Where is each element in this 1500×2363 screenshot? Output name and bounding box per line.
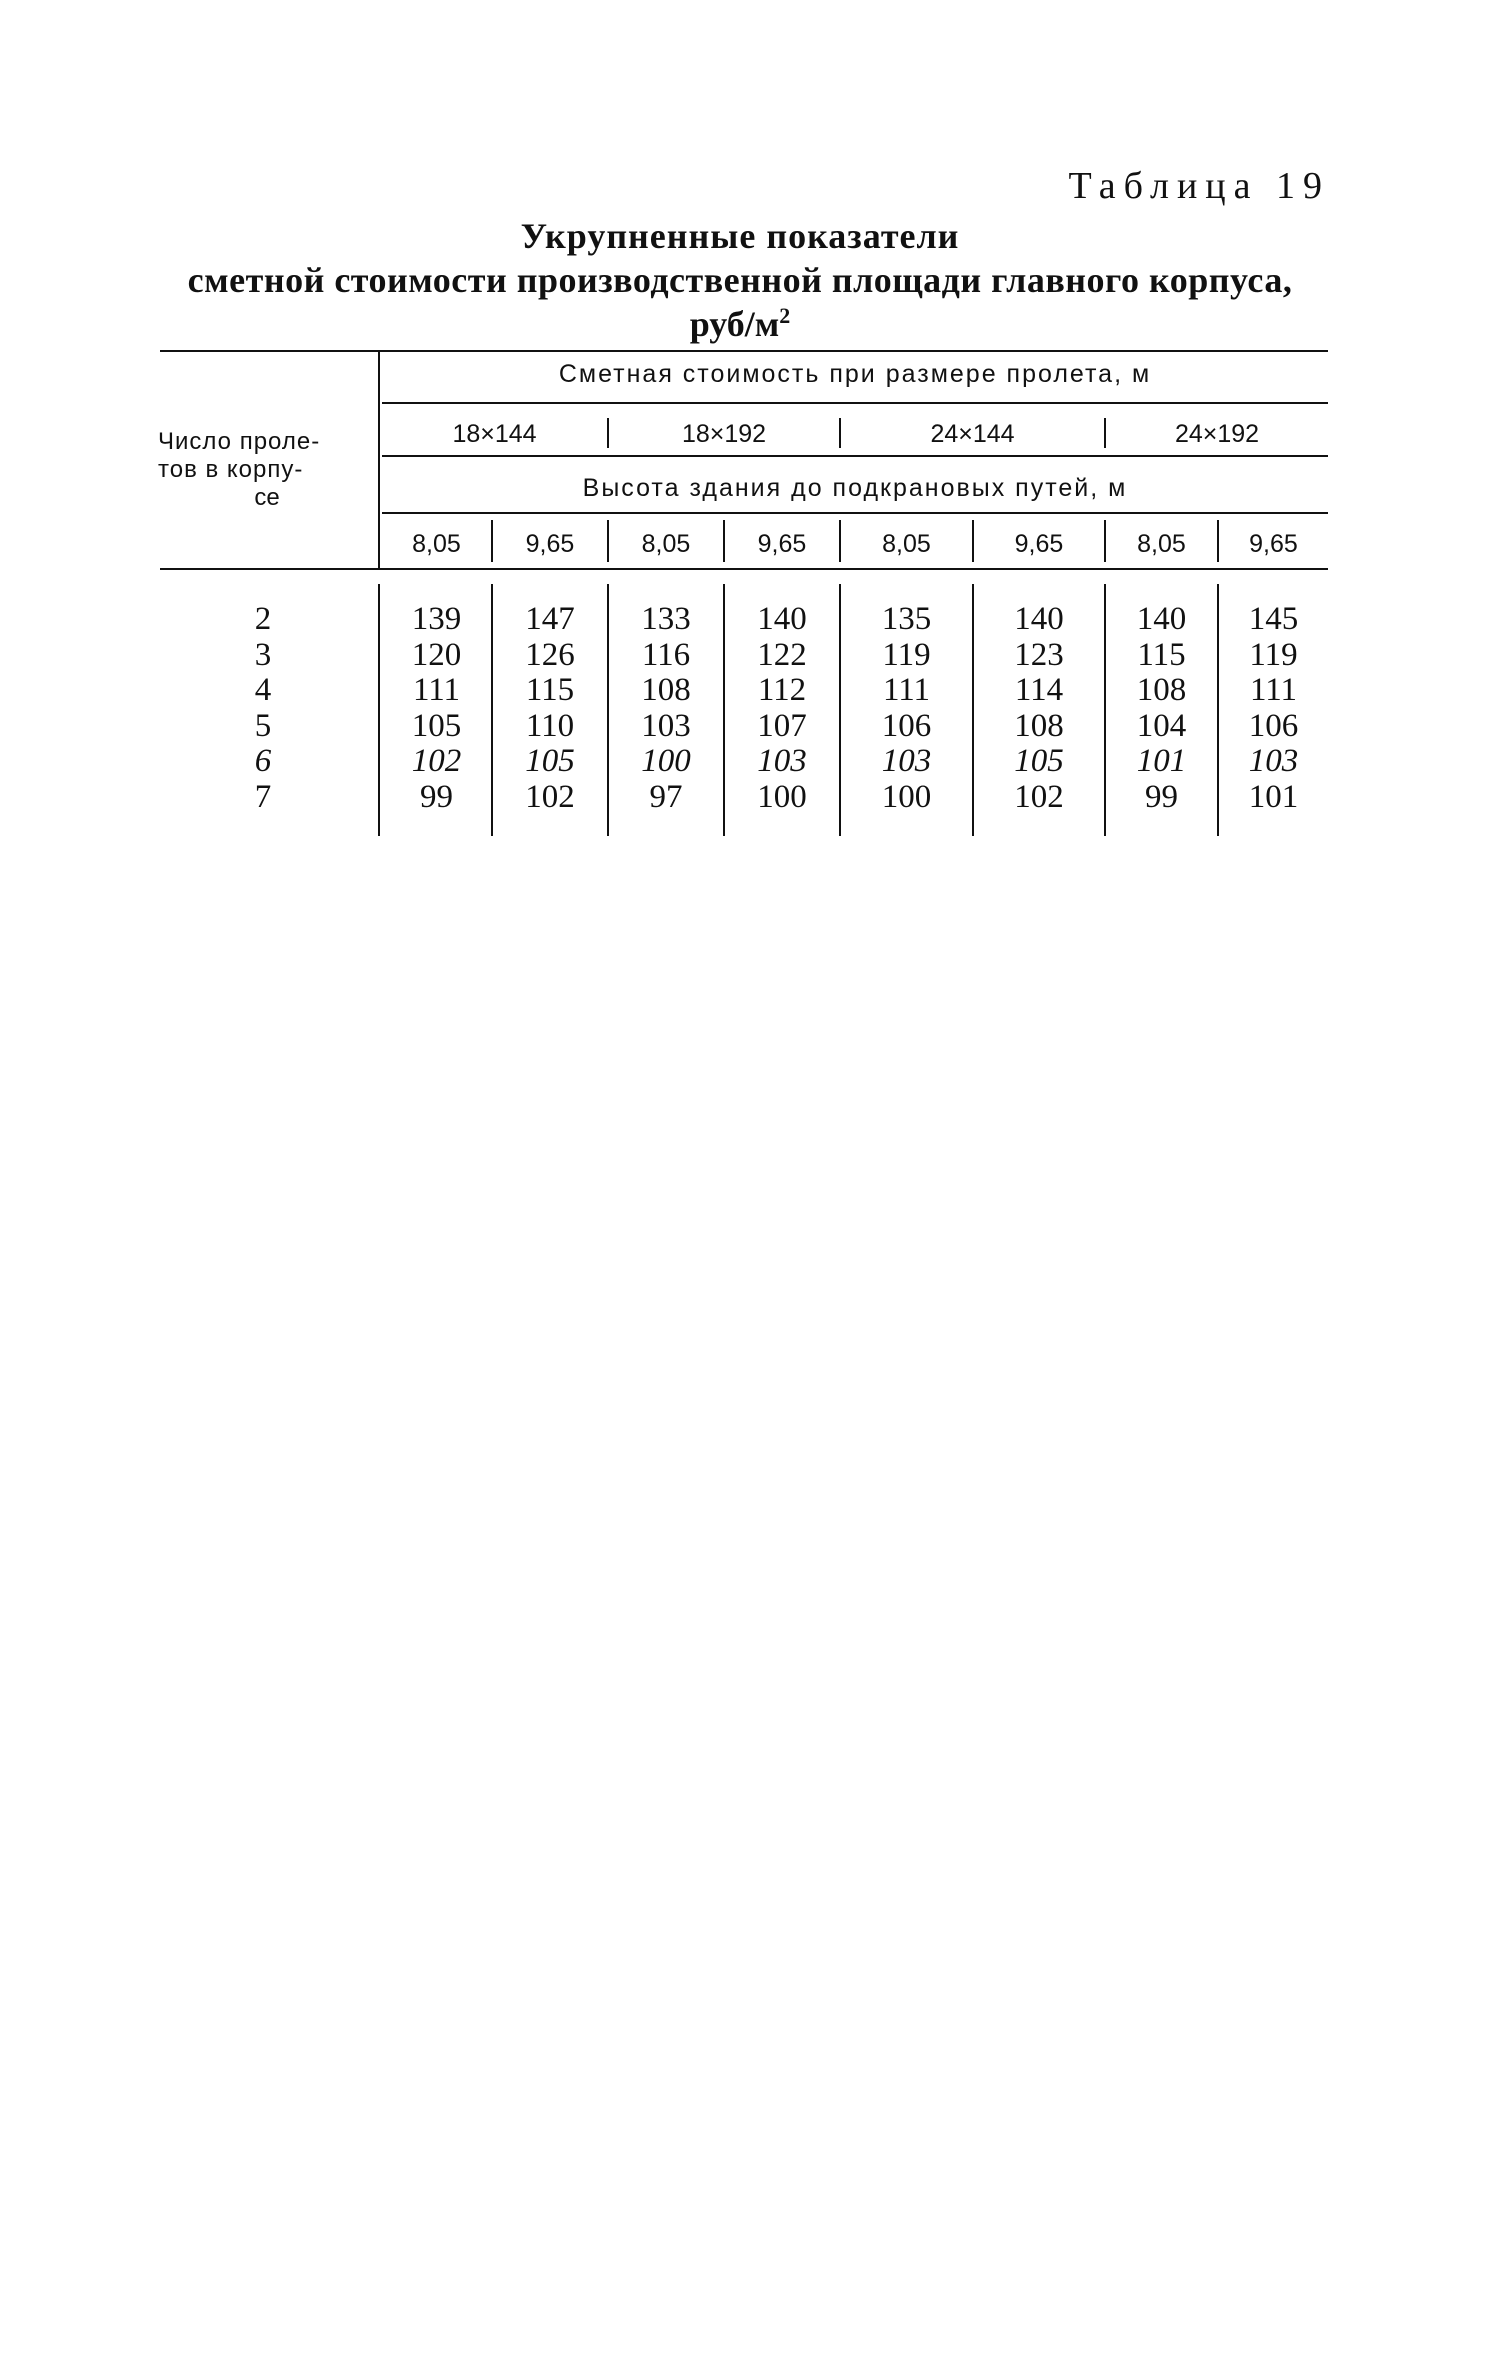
table-cell: 101	[1136, 743, 1187, 779]
table-cell: 111	[1249, 672, 1298, 708]
row-label: 2	[254, 601, 272, 637]
title-unit: руб/м	[689, 304, 780, 344]
header-rule-1	[382, 402, 1328, 404]
header-rule-3	[382, 512, 1328, 514]
table-cell: 99	[420, 778, 453, 815]
table-cell: 104	[1136, 707, 1187, 744]
title-line-2: сметной стоимости производственной площади главного корпуса,	[187, 260, 1293, 300]
table-cell: 102	[1014, 778, 1064, 815]
table-cell: 100	[641, 743, 691, 779]
table-cell: 122	[757, 636, 807, 673]
table-cell: 102	[411, 743, 462, 779]
table-cell: 119	[1249, 636, 1298, 673]
table-cell: 140	[757, 601, 807, 637]
height-header: 8,05	[882, 530, 931, 558]
table-cell: 112	[757, 672, 807, 708]
table-cell: 100	[881, 778, 932, 815]
table-cell: 115	[1137, 636, 1186, 673]
table-cell: 108	[641, 672, 691, 708]
title-unit-superscript: 2	[779, 303, 791, 328]
table-cell: 106	[1248, 707, 1299, 744]
table-cell: 100	[757, 778, 807, 815]
table-cell: 116	[641, 636, 691, 673]
table-cell: 115	[525, 672, 575, 708]
span-group-header: Сметная стоимость при размере пролета, м	[558, 360, 1152, 388]
table-cell: 140	[1136, 601, 1187, 637]
table-cell: 105	[411, 707, 462, 744]
row-label: 6	[254, 743, 272, 779]
table-number-label: Таблица 19	[1068, 165, 1330, 207]
title-line-1: Укрупненные показатели	[520, 216, 960, 256]
title-line-3	[150, 302, 1330, 346]
table-cell: 97	[649, 778, 683, 815]
height-header: 9,65	[525, 530, 575, 558]
table-cell: 107	[757, 707, 807, 744]
height-header: 8,05	[1137, 530, 1186, 558]
row-label-separator	[378, 350, 380, 568]
height-header: 9,65	[757, 530, 807, 558]
table-cell: 99	[1145, 778, 1178, 815]
row-label: 3	[254, 636, 272, 673]
span-header: 24×192	[1174, 420, 1260, 448]
height-group-header: Высота здания до подкрановых путей, м	[582, 474, 1128, 502]
row-label-separator-body	[378, 584, 380, 836]
row-label-header-line-2: тов в корпу-	[158, 456, 304, 483]
table-cell: 111	[412, 672, 461, 708]
header-rule-2	[382, 455, 1328, 457]
span-header: 18×144	[452, 420, 537, 448]
span-header: 24×144	[930, 420, 1015, 448]
table-cell: 110	[525, 707, 575, 744]
height-header: 8,05	[641, 530, 691, 558]
table-cell: 139	[411, 601, 462, 637]
table-cell: 119	[882, 636, 931, 673]
table-cell: 103	[881, 743, 932, 779]
table-cell: 103	[641, 707, 691, 744]
table-cell: 103	[1248, 743, 1299, 779]
span-header: 18×192	[681, 420, 767, 448]
table-cell: 135	[881, 601, 932, 637]
table-cell: 123	[1014, 636, 1064, 673]
height-header: 9,65	[1249, 530, 1298, 558]
row-label-header-line-3: се	[254, 484, 280, 511]
table-cell: 147	[525, 601, 575, 637]
table-cell: 105	[1014, 743, 1064, 779]
row-label: 5	[254, 707, 272, 744]
table-title	[150, 214, 1330, 346]
table-cell: 126	[525, 636, 575, 673]
table-cell: 108	[1014, 707, 1064, 744]
height-header: 9,65	[1014, 530, 1064, 558]
table-cell: 114	[1014, 672, 1064, 708]
table-cell: 145	[1248, 601, 1299, 637]
row-label: 4	[254, 672, 272, 708]
table-cell: 120	[411, 636, 462, 673]
table-cell: 133	[641, 601, 691, 637]
table-cell: 108	[1136, 672, 1187, 708]
height-header: 8,05	[412, 530, 461, 558]
table-cell: 106	[881, 707, 932, 744]
table-cell: 102	[525, 778, 575, 815]
table-cell: 140	[1014, 601, 1064, 637]
header-bottom-rule	[160, 568, 1328, 570]
row-label: 7	[254, 778, 272, 815]
table-cell: 103	[757, 743, 807, 779]
row-label-header	[158, 428, 376, 512]
table-cell: 105	[525, 743, 575, 779]
row-label-header-line-1: Число проле-	[158, 428, 321, 455]
table-cell: 101	[1248, 778, 1299, 815]
table-cell: 111	[882, 672, 931, 708]
table-top-rule	[160, 350, 1328, 352]
